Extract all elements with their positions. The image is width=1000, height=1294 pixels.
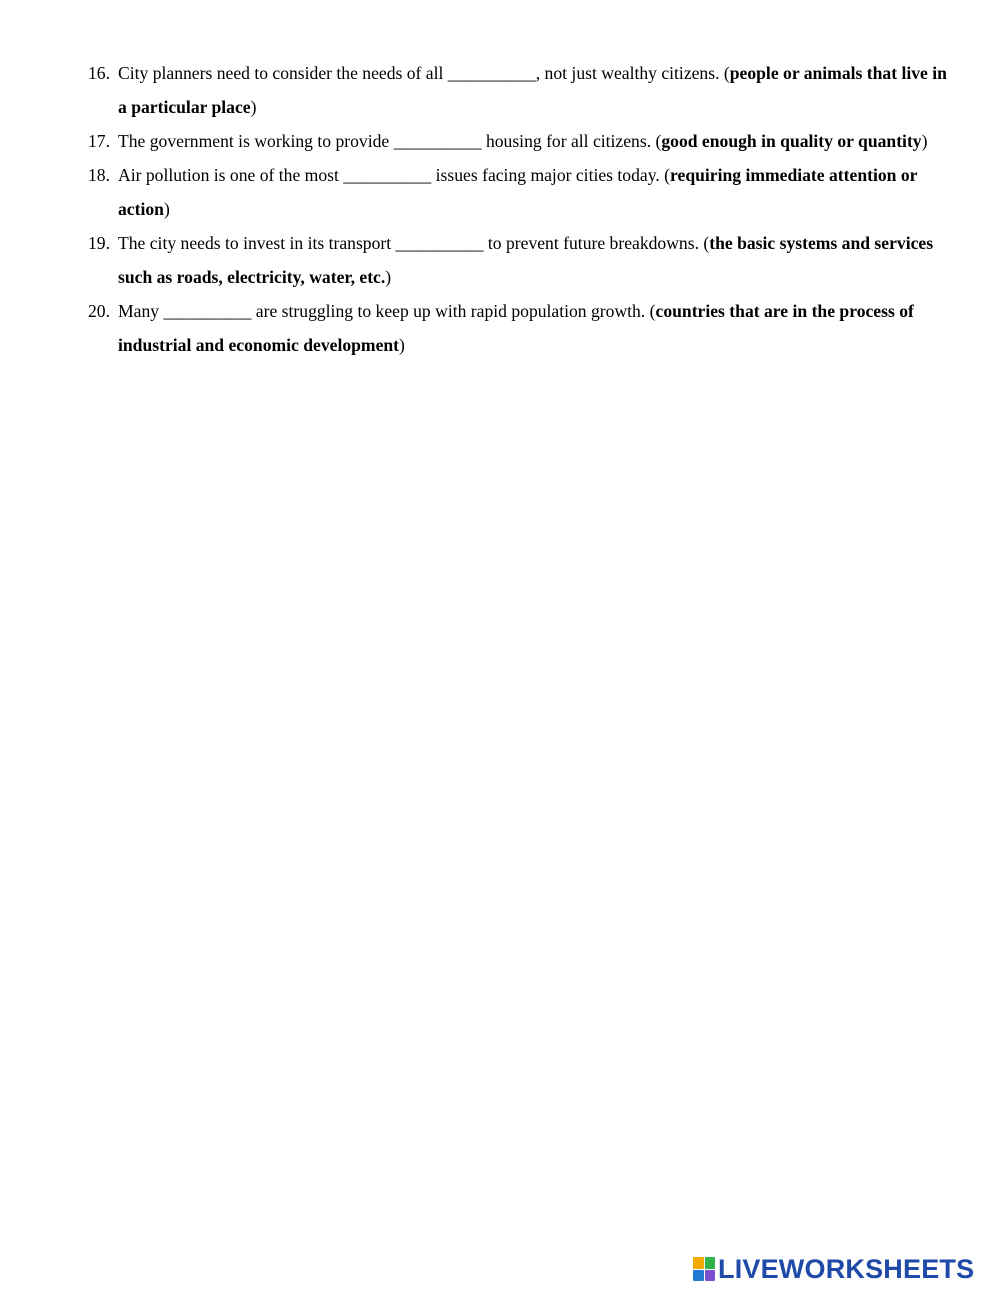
question-sentence: The government is working to provide __________ housing for all citizens. ( (118, 131, 662, 151)
closing-parenthesis: ) (921, 131, 928, 151)
closing-parenthesis: ) (163, 199, 170, 219)
question-definition: good enough in quality or quantity (661, 131, 922, 151)
closing-parenthesis: ) (250, 97, 257, 117)
logo-text: LIVEWORKSHEETS (718, 1254, 975, 1284)
question-number: 17. (88, 131, 110, 151)
question-number: 20. (88, 301, 110, 321)
question-sentence: Air pollution is one of the most __________ issues facing major cities today. ( (118, 165, 671, 185)
question-sentence: The city needs to invest in its transport __________ to prevent future breakdowns. ( (118, 233, 710, 253)
question-definition: people or animals that live in a particular place (118, 63, 947, 117)
question-item-19 (88, 226, 948, 294)
closing-parenthesis: ) (385, 267, 392, 287)
question-number: 16. (88, 63, 110, 83)
question-sentence: City planners need to consider the needs of all __________, not just wealthy citizens. ( (118, 63, 730, 83)
liveworksheets-logo (693, 1253, 989, 1285)
question-list (88, 56, 948, 362)
question-number: 18. (88, 165, 110, 185)
question-definition: requiring immediate attention or action (118, 165, 918, 219)
question-number: 19. (88, 233, 110, 253)
question-item-16 (88, 56, 948, 124)
question-item-17 (88, 124, 948, 158)
liveworksheets-logo-icon (693, 1257, 715, 1281)
question-definition: the basic systems and services such as roads, electricity, water, etc. (118, 233, 934, 287)
closing-parenthesis: ) (399, 335, 405, 355)
question-definition: countries that are in the process of industrial and economic development (118, 301, 914, 355)
question-sentence: Many __________ are struggling to keep up with rapid population growth. ( (118, 301, 656, 321)
question-item-18 (88, 158, 948, 226)
question-item-20 (88, 294, 948, 362)
